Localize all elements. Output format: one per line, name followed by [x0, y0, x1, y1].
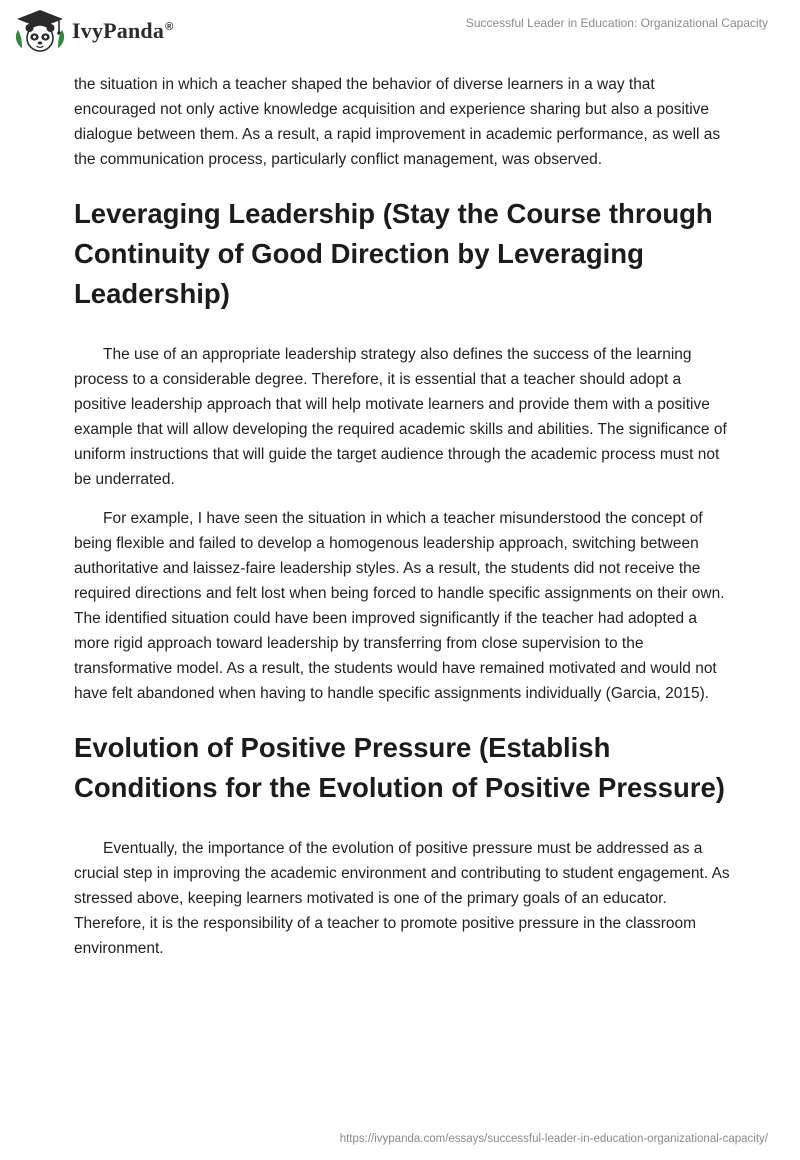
section-heading-positive-pressure: Evolution of Positive Pressure (Establish Conditions for the Evolution of Positive Pressure) — [74, 732, 725, 803]
body-paragraph: Eventually, the importance of the evolution of positive pressure must be addressed as a crucial step in improving the academic environment and contributing to student engagement. As stressed above, keeping learners motivated is one of the primary goals of an educator. Therefore, it is the responsibility of a teacher to promote positive pressure in the classroom environment. — [74, 840, 730, 957]
panda-graduate-icon — [14, 8, 66, 54]
ivypanda-logo[interactable] — [14, 8, 173, 54]
running-title: Successful Leader in Education: Organizational Capacity — [465, 16, 768, 30]
section-heading-leveraging-leadership: Leveraging Leadership (Stay the Course through Continuity of Good Direction by Leveraging Leadership) — [74, 198, 713, 309]
body-paragraph: The use of an appropriate leadership strategy also defines the success of the learning process to a considerable degree. Therefore, it is essential that a teacher should adopt a positive leadership approach that will help motivate learners and provide them with a positive example that will allow developing the required academic skills and abilities. The significance of uniform instructions that will guide the target audience through the academic process must not be underrated. — [74, 346, 727, 488]
logo-wordmark: IvyPanda® — [72, 18, 174, 43]
article-body — [74, 72, 730, 975]
intro-paragraph: the situation in which a teacher shaped the behavior of diverse learners in a way that encouraged not only active knowledge acquisition and experience sharing but also a positive dialogue between them. As a result, a rapid improvement in academic performance, as well as the communication process, particularly conflict management, was observed. — [74, 76, 721, 168]
source-url[interactable]: https://ivypanda.com/essays/successful-leader-in-education-organizational-capacity/ — [339, 1133, 768, 1145]
page-header — [0, 0, 800, 64]
body-paragraph: For example, I have seen the situation in which a teacher misunderstood the concept of being flexible and failed to develop a homogenous leadership approach, switching between authoritative and laissez-faire leadership styles. As a result, the students did not receive the required directions and felt lost when being forced to handle specific assignments on their own. The identified situation could have been improved significantly if the teacher had adopted a more rigid approach toward leadership by transferring from close supervision to the transformative model. As a result, the students would have remained motivated and would not have felt abandoned when having to handle specific assignments individually (Garcia, 2015). — [74, 510, 725, 702]
